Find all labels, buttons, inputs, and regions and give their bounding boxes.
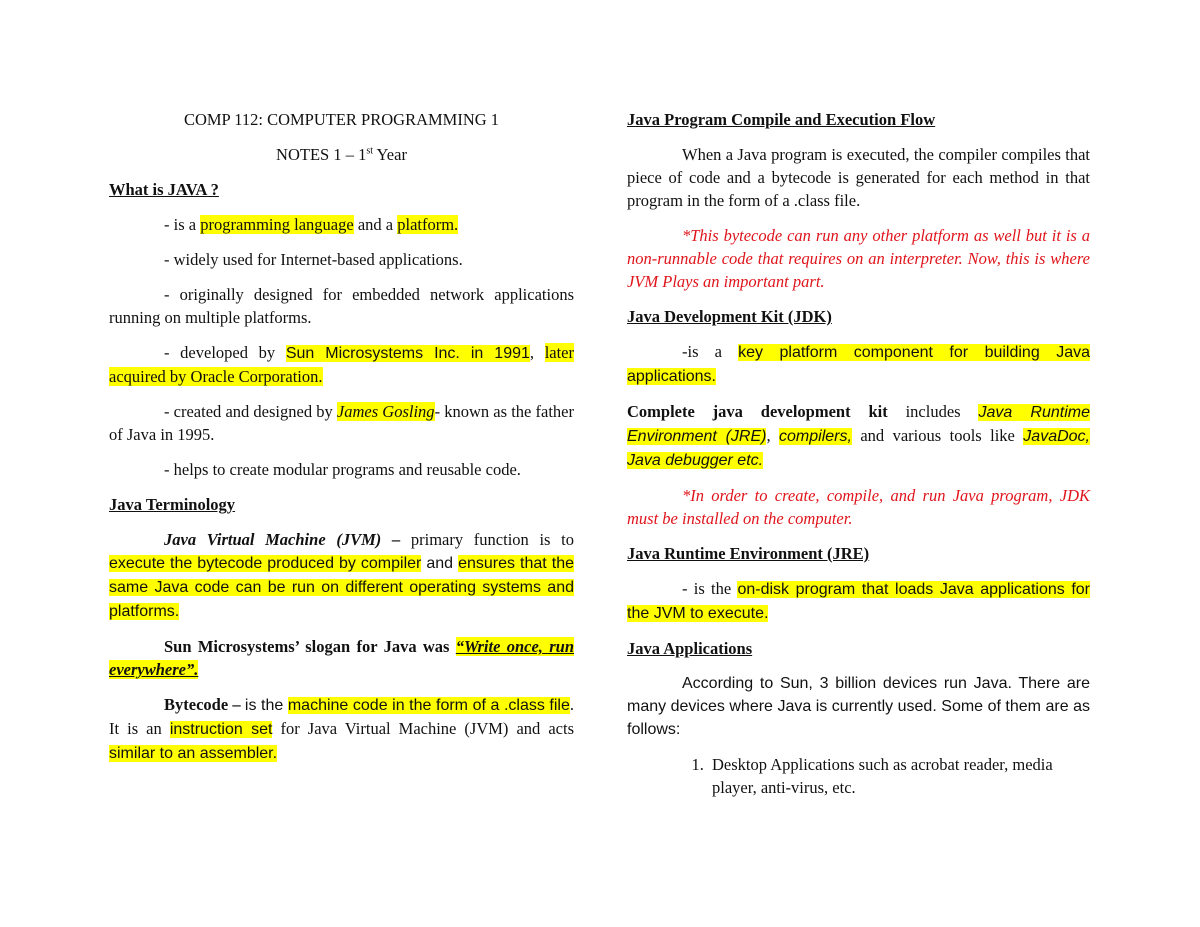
heading-java-terminology: Java Terminology <box>109 495 236 514</box>
heading-java-applications: Java Applications <box>627 639 753 658</box>
heading-compile-flow: Java Program Compile and Execution Flow <box>627 110 936 129</box>
left-column <box>109 108 574 777</box>
heading-jdk: Java Development Kit (JDK) <box>627 307 832 326</box>
bytecode-note: *This bytecode can run any other platform as well but it is a non-runnable code that requires on an interpreter. Now, this is where JVM Plays an important part. <box>627 226 1090 291</box>
notes-subtitle: NOTES 1 – 1st Year <box>276 145 407 164</box>
bullet-sun-microsystems: - developed by Sun Microsystems Inc. in 1991, later acquired by Oracle Corporation. <box>109 343 574 386</box>
right-column <box>627 108 1090 799</box>
jre-definition: - is the on-disk program that loads Java applications for the JVM to execute. <box>627 579 1091 622</box>
jdk-definition: -is a key platform component for building Java applications. <box>627 342 1090 385</box>
bullet-internet: - widely used for Internet-based applications. <box>164 250 463 269</box>
bullet-embedded: - originally designed for embedded network applications running on multiple platforms. <box>109 285 574 327</box>
compile-flow-text: When a Java program is executed, the compiler compiles that piece of code and a bytecode is generated for each method in that program in the form of a .class file. <box>627 145 1090 210</box>
list-item: 1. Desktop Applications such as acrobat reader, media player, anti-virus, etc. <box>708 753 1090 799</box>
bullet-programming-language: - is a programming language and a platform. <box>164 215 459 234</box>
applications-list <box>627 753 1090 799</box>
heading-what-is-java: What is JAVA ? <box>109 180 219 199</box>
jdk-note: *In order to create, compile, and run Java program, JDK must be installed on the computer. <box>627 486 1090 528</box>
applications-text: According to Sun, 3 billion devices run Java. There are many devices where Java is currently used. Some of them are as follows: <box>627 675 1090 738</box>
jvm-definition: Java Virtual Machine (JVM) – primary function is to execute the bytecode produced by compiler and ensures that the same Java code can be run on different operating systems and platforms. <box>109 530 574 620</box>
bullet-modular: - helps to create modular programs and reusable code. <box>164 460 521 479</box>
java-slogan: Sun Microsystems’ slogan for Java was “Write once, run everywhere”. <box>109 637 575 679</box>
heading-jre: Java Runtime Environment (JRE) <box>627 544 870 563</box>
course-title: COMP 112: COMPUTER PROGRAMMING 1 <box>183 110 500 129</box>
bytecode-definition: Bytecode – is the machine code in the form of a .class file. It is an instruction set for Java Virtual Machine (JVM) and acts similar to an assembler. <box>109 695 574 762</box>
complete-jdk-text: Complete java development kit includes Java Runtime Environment (JRE), compilers, and various tools like JavaDoc, Java debugger etc. <box>627 402 1090 469</box>
bullet-james-gosling: - created and designed by James Gosling- known as the father of Java in 1995. <box>109 402 574 444</box>
